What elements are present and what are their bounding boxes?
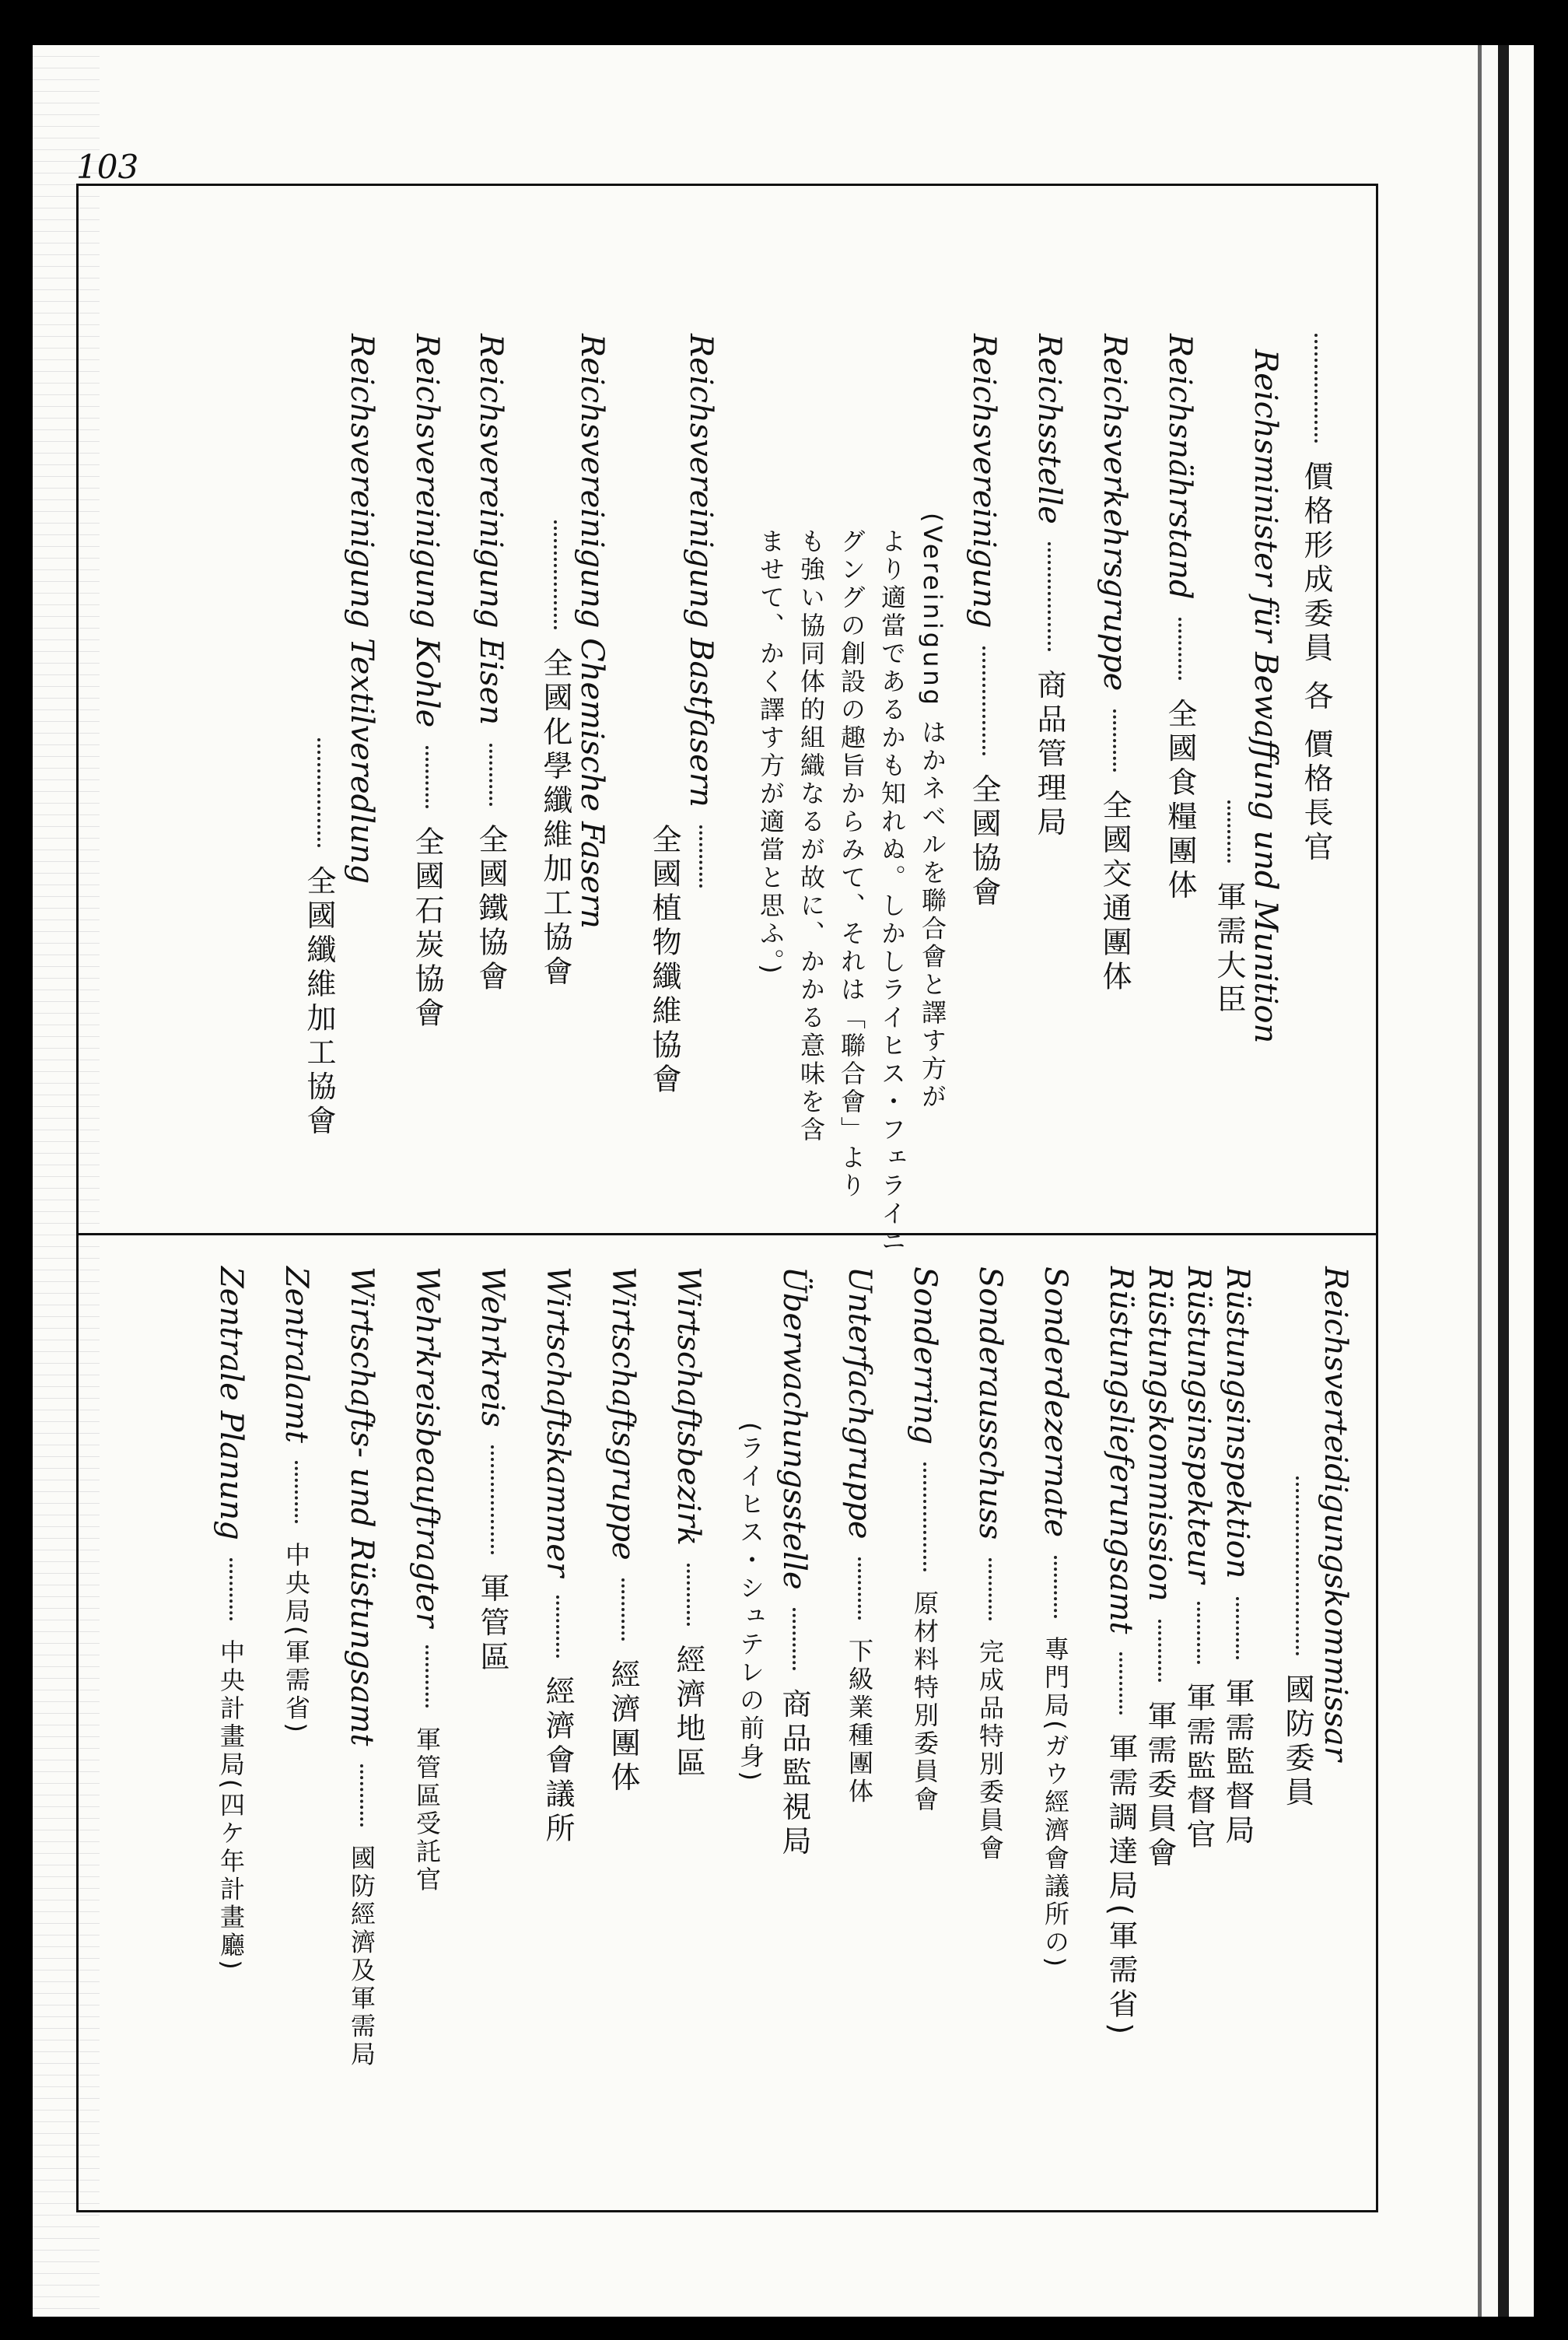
entry-german: Rüstungsinspektion <box>1220 1266 1255 1579</box>
entry-german: Reichsvereinigung Textilveredlung <box>344 334 380 885</box>
entry-german: Reichsverteidigungskommissar <box>1318 1266 1353 1761</box>
glossary-entry-heading <box>1301 326 1331 866</box>
leader-dots <box>989 1558 992 1620</box>
entry-german: Reichsvereinigung Eisen <box>473 334 509 726</box>
entry-german: Rüstungslieferungsamt <box>1103 1266 1139 1634</box>
entry-german: Reichsverkehrsgruppe <box>1097 334 1132 692</box>
glossary-entry <box>907 1266 943 1814</box>
entry-german: Wirtschaftsgruppe <box>605 1266 641 1561</box>
note-line: ませて、かく譯す方が適當と思ふ。) <box>756 528 786 977</box>
leader-dots <box>1197 1602 1200 1664</box>
glossary-top-half <box>79 186 1376 1256</box>
note-line: (Vereinigung はかネベルを聯合會と譯す方が <box>918 513 947 1112</box>
glossary-entry <box>1142 1266 1178 1872</box>
entry-japanese: 專門局(ガウ經濟會議所の) <box>1041 1636 1070 1970</box>
glossary-entry-translation <box>538 513 572 990</box>
leader-dots <box>1178 618 1181 680</box>
glossary-entry <box>1320 1266 1351 1761</box>
entry-german: Reichsvereinigung <box>966 334 1002 629</box>
glossary-bottom-half <box>79 1235 1376 2212</box>
leader-dots <box>491 1445 494 1554</box>
leader-dots <box>556 1596 559 1658</box>
entry-german: Sonderausschuss <box>972 1266 1008 1540</box>
entry-japanese: 國防委員 <box>1280 1673 1314 1811</box>
leader-dots <box>1158 1620 1161 1682</box>
glossary-entry <box>574 334 610 929</box>
leader-dots <box>793 1608 796 1670</box>
leader-dots <box>295 1461 298 1523</box>
glossary-entry <box>215 1266 247 1973</box>
entry-japanese: 國防經濟及軍需局 <box>347 1844 376 2069</box>
entry-japanese: 軍需調達局(軍需省) <box>1104 1732 1138 2040</box>
leader-dots <box>554 520 557 629</box>
leader-dots <box>1119 1652 1122 1715</box>
leader-dots <box>1314 334 1318 443</box>
glossary-entry <box>1099 334 1130 995</box>
glossary-entry <box>1162 334 1198 904</box>
page-number: 103 <box>76 148 139 186</box>
entry-japanese: 全國鐵協會 <box>474 824 508 995</box>
leader-dots <box>489 744 492 806</box>
entry-japanese: 全國食糧團体 <box>1163 698 1197 904</box>
entry-japanese: 全國植物纖維協會 <box>647 824 681 1098</box>
glossary-entry <box>1250 349 1281 1043</box>
glossary-entry <box>411 334 443 1032</box>
glossary-entry <box>1222 1266 1253 1848</box>
glossary-frame <box>76 184 1378 2212</box>
glossary-entry <box>844 1266 875 1806</box>
note-line: も強い協同体的組織なるが故に、かかる意味を含 <box>796 528 826 1144</box>
leader-dots <box>1054 1556 1057 1618</box>
glossary-entry <box>1031 334 1067 841</box>
glossary-entry <box>607 1266 639 1796</box>
leader-dots <box>982 646 985 755</box>
entry-german: Zentralamt <box>278 1266 314 1443</box>
glossary-entry <box>278 1266 314 1736</box>
glossary-entry <box>344 1266 380 2069</box>
entry-japanese: 軍管區 <box>475 1572 509 1676</box>
entry-german: Wirtschafts- und Rüstungsamt <box>344 1266 380 1746</box>
entry-german: Reichsvereinigung Bastfasern <box>683 334 719 807</box>
leader-dots <box>687 1564 690 1626</box>
entry-japanese: 全國化學纖維加工協會 <box>538 647 572 990</box>
leader-dots <box>923 1462 926 1571</box>
entry-japanese: 軍需大臣 <box>1212 881 1246 1018</box>
entry-japanese: 原材料特別委員會 <box>910 1589 940 1814</box>
entry-japanese: 價格形成委員 各 價格長官 <box>1299 461 1333 866</box>
entry-japanese: 軍需監督局 <box>1220 1677 1255 1849</box>
entry-german: Reichsvereinigung Kohle <box>409 334 445 728</box>
leader-dots <box>1048 542 1051 651</box>
glossary-entry-translation <box>304 730 334 1139</box>
entry-japanese: 經濟會議所 <box>541 1676 575 1847</box>
entry-german: Reichsnährstand <box>1162 334 1198 600</box>
glossary-entry <box>683 334 719 895</box>
entry-japanese: 軍管區受託官 <box>412 1725 442 1894</box>
glossary-entry <box>1103 1266 1139 2040</box>
glossary-entry <box>776 1266 812 1860</box>
leader-dots <box>1296 1477 1299 1655</box>
entry-german: Sonderring <box>907 1266 943 1445</box>
glossary-entry <box>670 1266 706 1781</box>
leader-dots <box>699 825 702 888</box>
glossary-entry <box>1183 1266 1214 1853</box>
leader-dots <box>425 1645 429 1708</box>
page-edge <box>1498 45 1509 2317</box>
glossary-entry <box>473 334 509 995</box>
entry-german: Reichsvereinigung Chemische Fasern <box>574 334 610 929</box>
entry-japanese: 全國石炭協會 <box>410 826 444 1032</box>
entry-japanese: 軍需委員會 <box>1143 1700 1177 1872</box>
entry-japanese: 中央計畫局(四ケ年計畫廳) <box>216 1638 246 1973</box>
entry-german: Rüstungsinspekteur <box>1181 1266 1216 1584</box>
leader-dots <box>360 1764 363 1827</box>
entry-german: Reichsminister für Bewaffung und Munition <box>1248 349 1283 1044</box>
leader-dots <box>425 746 429 808</box>
entry-japanese: 下級業種團体 <box>845 1638 874 1806</box>
leader-dots <box>1227 800 1230 863</box>
entry-japanese: 軍需監督官 <box>1181 1682 1216 1854</box>
glossary-entry-translation <box>1214 793 1244 1018</box>
entry-german: Überwachungsstelle <box>776 1266 812 1590</box>
entry-german: Unterfachgruppe <box>842 1266 877 1540</box>
entry-german: Wehrkreisbeauftragter <box>409 1266 445 1627</box>
glossary-entry <box>344 334 380 885</box>
entry-japanese: 經濟團体 <box>606 1659 640 1796</box>
entry-japanese: 商品管理局 <box>1032 669 1066 841</box>
glossary-entry <box>411 1266 443 1894</box>
glossary-entry <box>972 1266 1008 1863</box>
glossary-entry-translation <box>1280 1469 1314 1811</box>
note-line: より適當であるかも知れぬ。しかしライヒス・フェライニ <box>877 528 907 1256</box>
glossary-entry <box>1040 1266 1071 1970</box>
entry-german: Wirtschaftsbezirk <box>670 1266 706 1546</box>
note-line: (ライヒス・シュテレの前身) <box>736 1422 765 1784</box>
entry-japanese: 全國協會 <box>967 773 1001 911</box>
entry-japanese: 中央局(軍需省) <box>282 1541 311 1736</box>
entry-german: Zentrale Planung <box>213 1266 249 1540</box>
leader-dots <box>1113 709 1116 772</box>
glossary-entry <box>474 1266 510 1676</box>
entry-japanese: 經濟地區 <box>671 1644 705 1781</box>
entry-german: Wirtschaftskammer <box>540 1266 576 1578</box>
entry-german: Wehrkreis <box>474 1266 510 1427</box>
entry-german: Sonderdezernate <box>1038 1266 1073 1538</box>
leader-dots <box>1236 1597 1239 1659</box>
note-line: グングの創設の趣旨からみて、それは「聯合會」より <box>837 528 866 1200</box>
glossary-entry <box>966 334 1002 911</box>
entry-japanese: 全國交通團体 <box>1097 790 1132 996</box>
glossary-entry <box>540 1266 576 1847</box>
leader-dots <box>858 1557 861 1620</box>
leader-dots <box>317 738 320 847</box>
leader-dots <box>621 1578 625 1641</box>
entry-german: Rüstungskommission <box>1142 1266 1178 1602</box>
entry-japanese: 商品監視局 <box>777 1688 811 1860</box>
page-edge-shadow <box>1478 45 1482 2317</box>
glossary-entry-translation <box>649 824 679 1098</box>
entry-japanese: 完成品特別委員會 <box>975 1638 1005 1863</box>
entry-japanese: 全國纖維加工協會 <box>302 865 336 1140</box>
leader-dots <box>229 1558 233 1620</box>
entry-german: Reichsstelle <box>1031 334 1067 524</box>
